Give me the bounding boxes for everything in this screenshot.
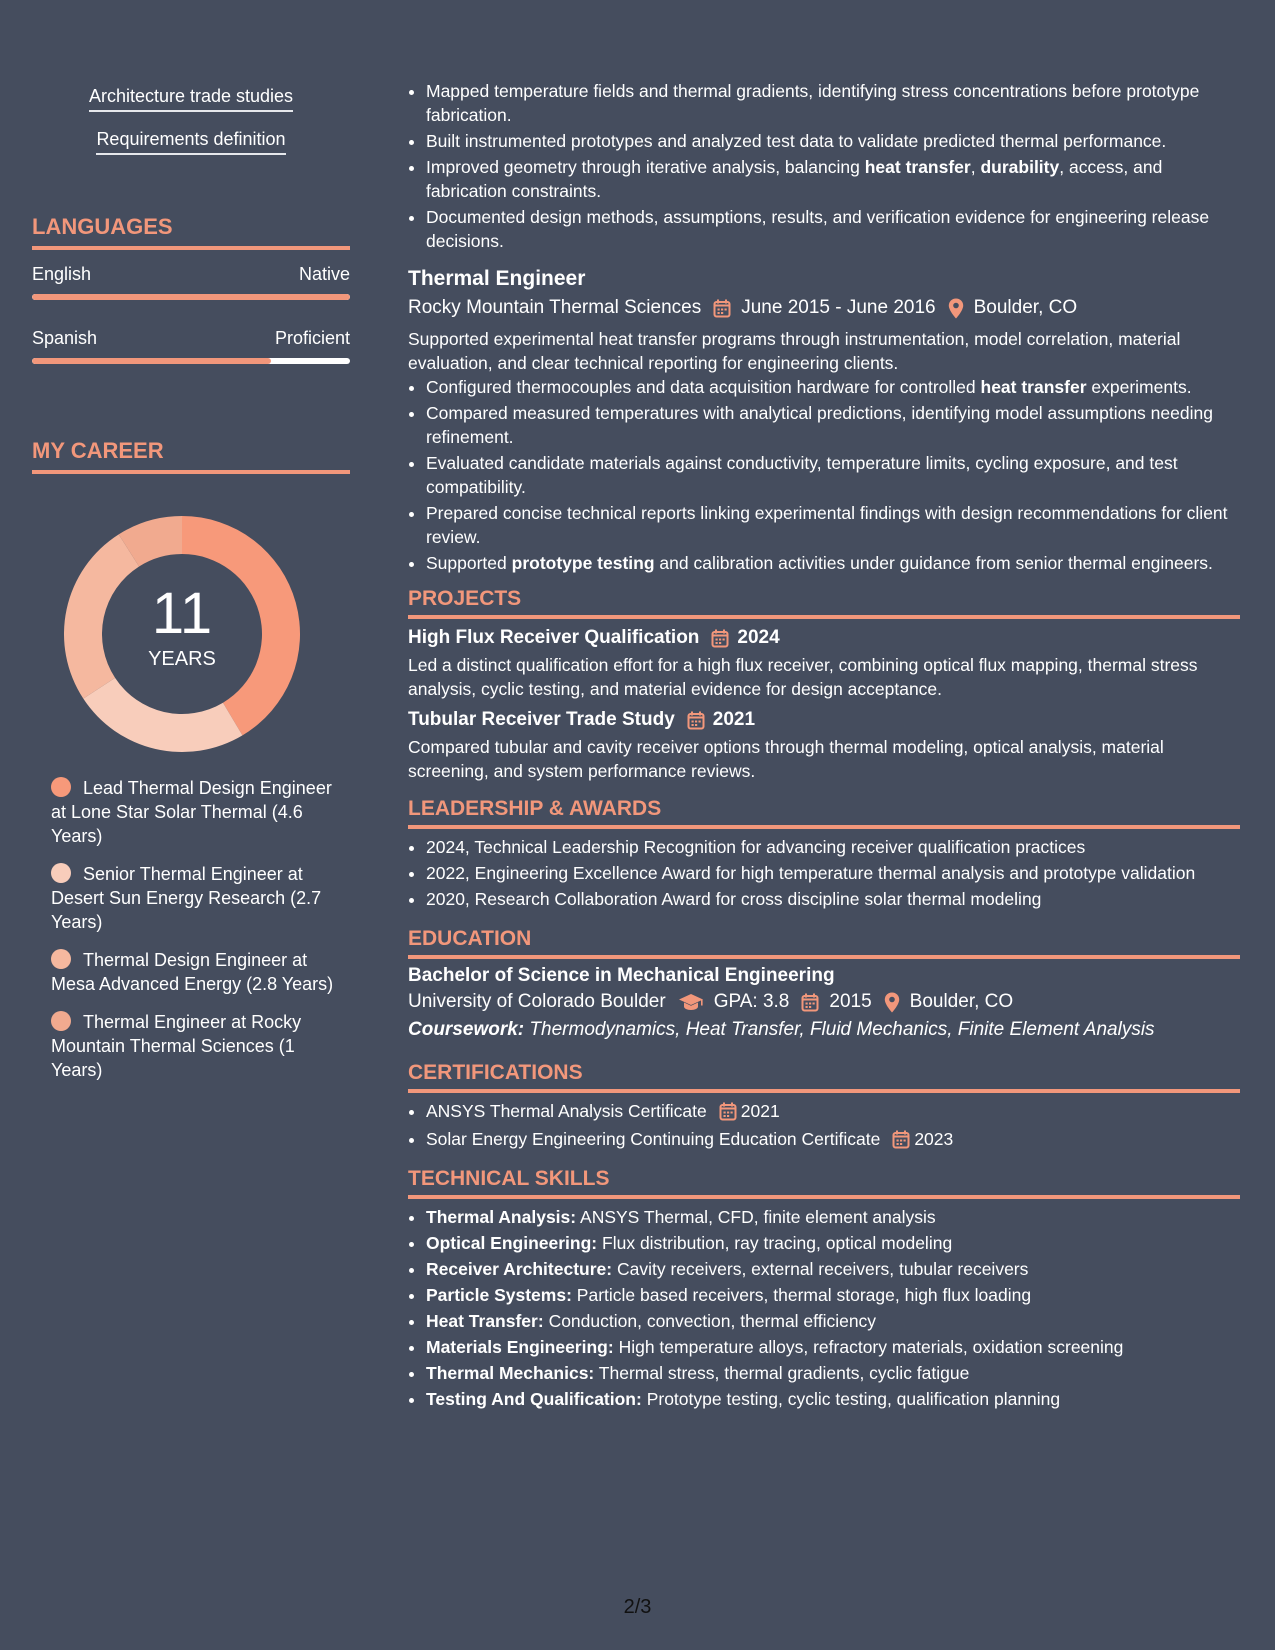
gpa: GPA: 3.8 [713,991,790,1012]
bullet-item: • Evaluated candidate materials against conductivity, temperature limits, cycling exposure, and test compatibility. [426,451,1240,499]
career-heading: MY CAREER [32,438,350,474]
language-level: Native [298,264,350,284]
project-description: Led a distinct qualification effort for a high flux receiver, combining optical flux mapping, thermal stress analysis, cyclic testing, and material evidence for design acceptance. [408,655,1198,699]
school-name: University of Colorado Boulder [408,991,666,1012]
skill-value: Prototype testing, cyclic testing, qualification planning [646,1389,1061,1409]
legend-label: Thermal Design Engineer at Mesa Advanced Energy (2.8 Years) [51,950,334,994]
certification-year: 2023 [914,1129,954,1149]
skill-value: Flux distribution, ray tracing, optical modeling [602,1233,953,1253]
skill-label: Heat Transfer: [426,1311,544,1331]
legend-dot [51,777,71,797]
career-legend-item [51,948,341,996]
skill-item [426,1231,1240,1255]
language-level: Proficient [274,328,350,348]
certification-name: • ANSYS Thermal Analysis Certificate [426,1101,707,1121]
leadership-item: • 2020, Research Collaboration Award for cross discipline solar thermal modeling [426,887,1240,911]
interest-item: Requirements definition [96,129,285,155]
graduation-year: 2015 [829,991,872,1012]
calendar-icon [713,299,731,318]
location-pin-icon [884,992,900,1013]
career-donut-chart [32,516,350,776]
legend-dot [51,1011,71,1031]
legend-dot [51,949,71,969]
skill-value: Particle based receivers, thermal storage, high flux loading [576,1285,1032,1305]
main-content [408,79,1240,1413]
skill-item [426,1283,1240,1307]
projects-heading: PROJECTS [408,587,1240,619]
skill-item [426,1309,1240,1333]
skill-label: Materials Engineering: [426,1337,614,1357]
skill-value: Cavity receivers, external receivers, tubular receivers [616,1259,1029,1279]
leadership-list [408,835,1240,911]
sidebar [32,86,350,1096]
leadership-heading: LEADERSHIP & AWARDS [408,797,1240,829]
skill-value: High temperature alloys, refractory materials, oxidation screening [618,1337,1124,1357]
project-item [408,627,1240,701]
calendar-icon [892,1130,910,1149]
career-years-label: YEARS [148,648,216,670]
previous-job-bullets [408,79,1240,253]
skills-list [408,1205,1240,1411]
location-pin-icon [948,298,964,319]
project-year: 2021 [712,709,756,730]
company-name: Rocky Mountain Thermal Sciences [408,297,702,318]
calendar-icon [719,1102,737,1121]
skill-item [426,1361,1240,1385]
skill-label: Thermal Mechanics: [426,1363,595,1383]
donut-center [64,516,300,752]
bullet-item: • Built instrumented prototypes and analyzed test data to validate predicted thermal performance. [426,129,1240,153]
project-description: Compared tubular and cavity receiver options through thermal modeling, optical analysis, material screening, and system performance reviews. [408,737,1164,781]
certification-year: 2021 [740,1101,780,1121]
legend-label: Lead Thermal Design Engineer at Lone Star Solar Thermal (4.6 Years) [51,778,332,846]
language-proficiency-bar [32,294,350,300]
skill-item [426,1335,1240,1359]
certification-name: • Solar Energy Engineering Continuing Education Certificate [426,1129,881,1149]
language-name: Spanish [32,328,98,348]
interest-item: Architecture trade studies [89,86,293,112]
bullet-item: • Supported prototype testing and calibration activities under guidance from senior thermal engineers. [426,551,1240,575]
job-title: Thermal Engineer [408,267,586,290]
job-bullets [408,375,1240,575]
skill-value: ANSYS Thermal, CFD, finite element analysis [580,1207,936,1227]
language-proficiency-fill [32,294,350,300]
career-legend-item [51,1010,341,1082]
skill-value: Thermal stress, thermal gradients, cyclic fatigue [598,1363,970,1383]
page-number: 2/3 [623,1596,652,1618]
job-dates: June 2015 - June 2016 [741,297,936,318]
project-title: Tubular Receiver Trade Study [408,709,675,730]
language-spanish [32,328,350,364]
skill-item [426,1387,1240,1411]
skill-item [426,1205,1240,1229]
bullet-item: • Configured thermocouples and data acquisition hardware for controlled heat transfer experiments. [426,375,1240,399]
career-legend-item [51,776,341,848]
certifications-list [408,1099,1240,1151]
language-name: English [32,264,92,284]
skill-value: Conduction, convection, thermal efficiency [548,1311,877,1331]
education-heading: EDUCATION [408,927,1240,959]
school-location: Boulder, CO [909,991,1014,1012]
calendar-icon [711,629,729,648]
job-description: Supported experimental heat transfer programs through instrumentation, model correlation, material evaluation, and clear technical reporting for engineering clients. [408,329,1181,373]
bullet-item: • Prepared concise technical reports linking experimental findings with design recommendations for client review. [426,501,1240,549]
job-location: Boulder, CO [973,297,1078,318]
language-proficiency-fill [32,358,271,364]
coursework-label: Coursework: [408,1019,525,1040]
career-total-years: 11 [151,581,213,646]
skill-label: Optical Engineering: [426,1233,598,1253]
leadership-item: • 2024, Technical Leadership Recognition for advancing receiver qualification practices [426,835,1240,859]
skill-label: Receiver Architecture: [426,1259,613,1279]
career-legend [32,776,341,1082]
legend-dot [51,863,71,883]
technical-skills-heading: TECHNICAL SKILLS [408,1167,1240,1199]
project-item [408,709,1240,783]
language-proficiency-bar [32,358,350,364]
leadership-item: • 2022, Engineering Excellence Award for high temperature thermal analysis and prototype validation [426,861,1240,885]
coursework-list: Thermodynamics, Heat Transfer, Fluid Mechanics, Finite Element Analysis [529,1019,1155,1040]
certification-item [426,1127,1240,1151]
bullet-item: • Compared measured temperatures with analytical predictions, identifying model assumptions needing refinement. [426,401,1240,449]
certification-item [426,1099,1240,1123]
career-legend-item [51,862,341,934]
skill-label: Particle Systems: [426,1285,572,1305]
bullet-item: • Improved geometry through iterative analysis, balancing heat transfer, durability, access, and fabrication constraints. [426,155,1240,203]
language-english [32,264,350,300]
skill-label: Thermal Analysis: [426,1207,577,1227]
bullet-item: • Documented design methods, assumptions, results, and verification evidence for engineering release decisions. [426,205,1240,253]
job-meta [408,297,1240,319]
languages-heading: LANGUAGES [32,214,350,250]
degree-title: Bachelor of Science in Mechanical Engineering [408,965,835,986]
project-year: 2024 [737,627,780,648]
coursework [408,1019,1240,1041]
interests-list [32,86,350,172]
skill-label: Testing And Qualification: [426,1389,642,1409]
bullet-item: • Mapped temperature fields and thermal gradients, identifying stress concentrations before prototype fabrication. [426,79,1240,127]
calendar-icon [801,993,819,1012]
legend-label: Senior Thermal Engineer at Desert Sun Energy Research (2.7 Years) [51,864,322,932]
project-title: High Flux Receiver Qualification [408,627,700,648]
certifications-heading: CERTIFICATIONS [408,1061,1240,1093]
education-meta [408,991,1240,1013]
skill-item [426,1257,1240,1281]
legend-label: Thermal Engineer at Rocky Mountain Thermal Sciences (1 Years) [51,1012,302,1080]
calendar-icon [687,711,705,730]
graduation-cap-icon [678,993,704,1011]
